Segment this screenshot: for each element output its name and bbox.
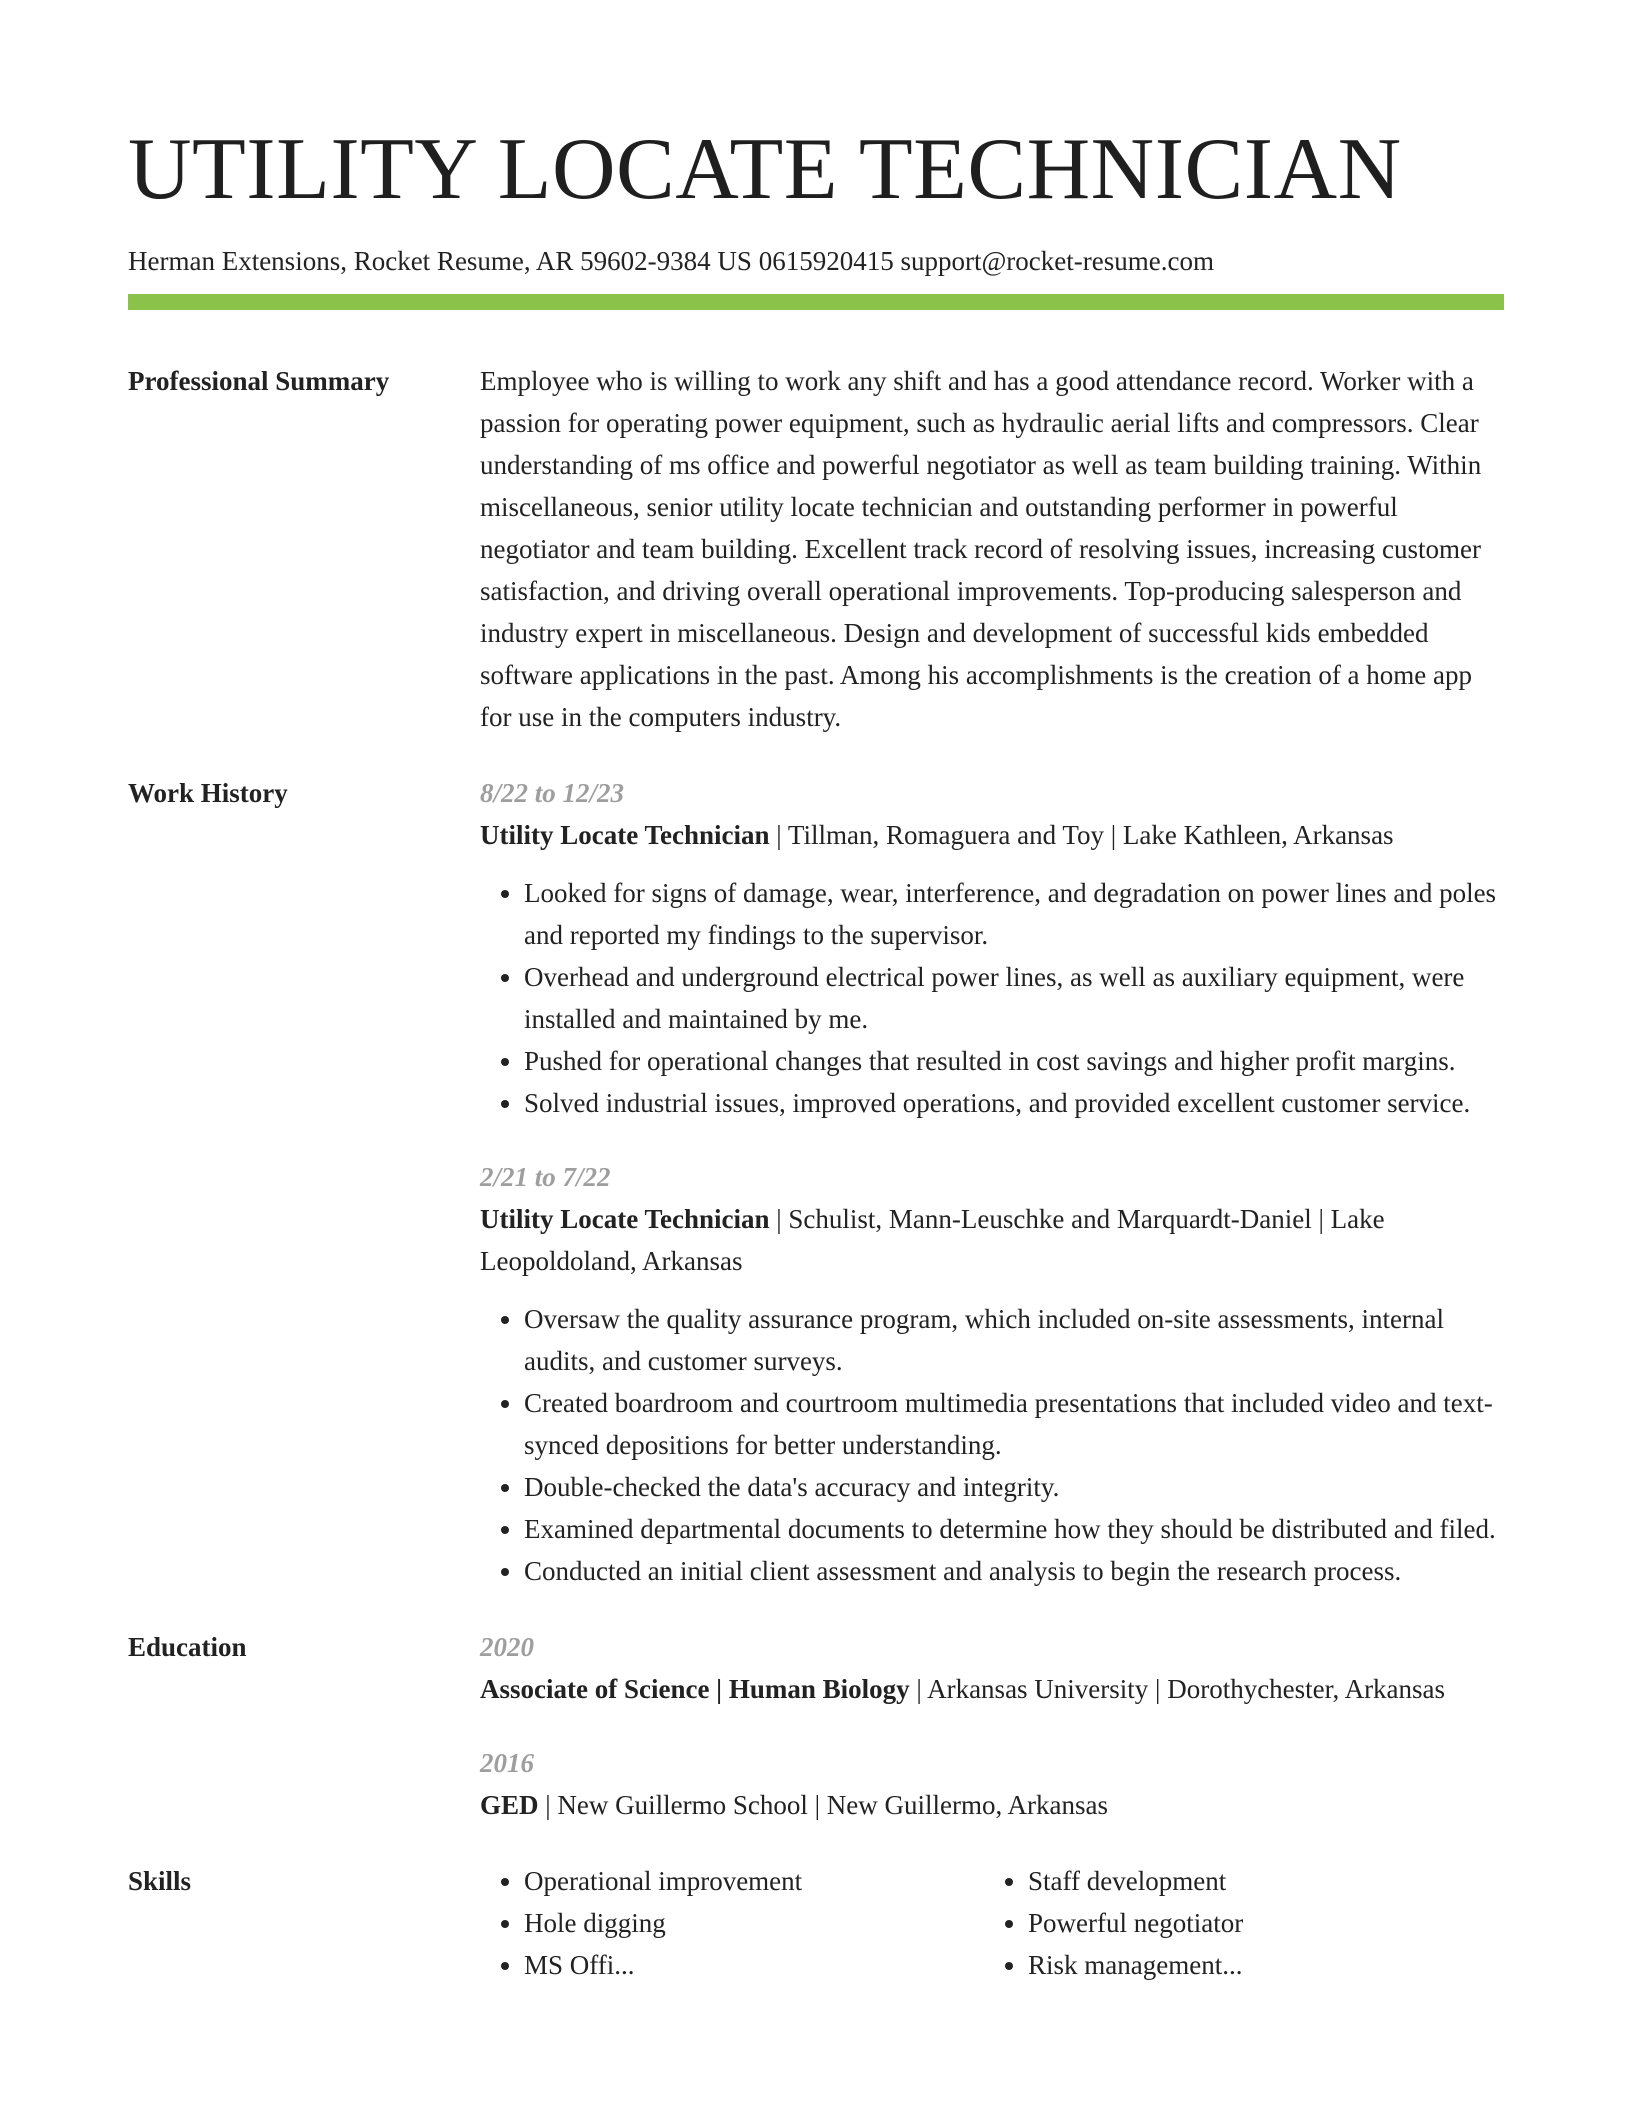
education-entry (480, 1626, 1504, 1710)
job-employer: | Tillman, Romaguera and Toy | Lake Kathleen, Arkansas (769, 820, 1394, 850)
job-entry (480, 772, 1504, 1124)
accent-divider (128, 294, 1504, 310)
work-history-heading: Work History (128, 778, 288, 808)
education-school: | New Guillermo School | New Guillermo, Arkansas (538, 1790, 1108, 1820)
resume-title: UTILITY LOCATE TECHNICIAN (128, 121, 1402, 218)
job-duty: • Examined departmental documents to determine how they should be distributed and filed. (524, 1508, 1504, 1550)
skill-item: • Hole digging (524, 1902, 984, 1944)
job-employer: | Schulist, Mann-Leuschke and Marquardt-Daniel | Lake Leopoldoland, Arkansas (480, 1204, 1385, 1276)
skills-list (480, 1860, 1528, 1986)
job-duty: • Looked for signs of damage, wear, interference, and degradation on power lines and poles and reported my findings to the supervisor. (524, 872, 1504, 956)
education-heading-line (480, 1784, 1504, 1826)
education-degree: GED (480, 1790, 539, 1820)
job-dates: 8/22 to 12/23 (480, 778, 625, 808)
education-year: 2020 (480, 1632, 534, 1662)
education-school: | Arkansas University | Dorothychester, Arkansas (909, 1674, 1446, 1704)
skill-item: • Risk management... (1028, 1944, 1528, 1986)
job-duty: • Pushed for operational changes that resulted in cost savings and higher profit margins. (524, 1040, 1504, 1082)
education-heading: Education (128, 1632, 247, 1662)
skill-item: • MS Offi... (524, 1944, 984, 1986)
job-duties (480, 1298, 1504, 1592)
job-duty: • Overhead and underground electrical power lines, as well as auxiliary equipment, were installed and maintained by me. (524, 956, 1504, 1040)
education-entry (480, 1742, 1504, 1826)
skills-column-right (984, 1860, 1528, 1986)
job-duty: • Solved industrial issues, improved operations, and provided excellent customer service. (524, 1082, 1504, 1124)
work-history-list (480, 772, 1504, 1592)
job-title: Utility Locate Technician (480, 1204, 770, 1234)
job-heading (480, 1198, 1504, 1282)
education-section (128, 1626, 1504, 1826)
skills-heading: Skills (128, 1866, 192, 1896)
job-title: Utility Locate Technician (480, 820, 770, 850)
job-duty: • Oversaw the quality assurance program, which included on-site assessments, internal audits, and customer surveys. (524, 1298, 1504, 1382)
summary-text: Employee who is willing to work any shift and has a good attendance record. Worker with a passion for operating power equipment, such as hydraulic aerial lifts and compressors. Clear understanding of ms office and powerful negotiator as well as team building training. Within miscellaneous, senior utility locate technician and outstanding performer in powerful negotiator and team building. Excellent track record of resolving issues, increasing customer satisfaction, and driving overall operational improvements. Top-producing salesperson and industry expert in miscellaneous. Design and development of successful kids embedded software applications in the past. Among his accomplishments is the creation of a home app for use in the computers industry. (480, 366, 1482, 732)
skills-section (128, 1860, 1504, 1986)
education-degree: Associate of Science | Human Biology (480, 1674, 910, 1704)
contact-line: Herman Extensions, Rocket Resume, AR 59602-9384 US 0615920415 support@rocket-resume.com (128, 246, 1214, 276)
education-heading-line (480, 1668, 1504, 1710)
job-duty: • Created boardroom and courtroom multimedia presentations that included video and text-synced depositions for better understanding. (524, 1382, 1504, 1466)
summary-section (128, 360, 1504, 738)
job-dates: 2/21 to 7/22 (480, 1162, 611, 1192)
job-entry (480, 1156, 1504, 1592)
resume-page (128, 0, 1504, 1986)
work-history-section (128, 772, 1504, 1592)
education-year: 2016 (480, 1748, 534, 1778)
job-duties (480, 872, 1504, 1124)
job-duty: • Double-checked the data's accuracy and integrity. (524, 1466, 1504, 1508)
skill-item: • Staff development (1028, 1860, 1528, 1902)
summary-heading: Professional Summary (128, 366, 390, 396)
skill-item: • Operational improvement (524, 1860, 984, 1902)
job-heading (480, 814, 1504, 856)
skill-item: • Powerful negotiator (1028, 1902, 1528, 1944)
job-duty: • Conducted an initial client assessment and analysis to begin the research process. (524, 1550, 1504, 1592)
education-list (480, 1626, 1504, 1826)
skills-column-left (480, 1860, 984, 1986)
